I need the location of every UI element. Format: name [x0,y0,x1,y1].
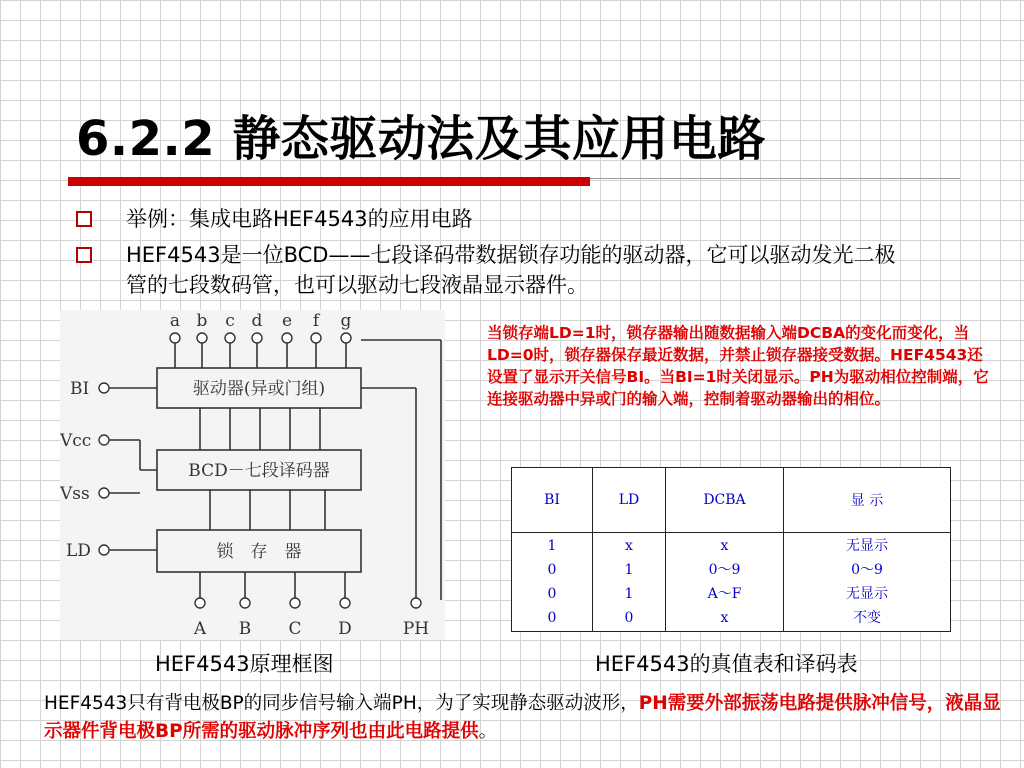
table-header-cell: 显 示 [784,468,951,533]
footer-highlight: PH需要外部振荡电路提供脉冲信号，液晶显示器件背电极BP所需的驱动脉冲序列也由此电路提供 [44,693,1001,742]
pin-label-vcc: Vcc [60,431,92,451]
cell-value: 不变 [853,610,881,626]
table-cell-dcba [666,533,784,632]
cell-value: 1 [624,586,634,602]
pin-label-e: e [281,311,293,331]
table-cell-bi [512,533,593,632]
table-cell-ld [593,533,666,632]
table-header-cell: DCBA [666,468,784,533]
pin-label-b: b [196,311,208,331]
cell-value: x [720,610,729,626]
pin-label-bi: BI [70,379,90,399]
driver-block-label: 驱动器(异或门组) [192,379,326,399]
bullet-item [76,204,916,234]
footer-text: HEF4543只有背电极BP的同步信号输入端PH，为了实现静态驱动波形， [44,693,639,714]
table-header-cell: LD [593,468,666,533]
bullet-text: 举例：集成电路HEF4543的应用电路 [126,207,473,231]
table-header-cell: BI [512,468,593,533]
cell-value: 1 [547,538,557,554]
cell-value: 0 [547,610,557,626]
cell-value: 0 [547,586,557,602]
cell-value: 0 [624,610,634,626]
diagram-caption: HEF4543原理框图 [155,652,334,676]
square-bullet-icon [76,247,92,263]
truth-table [511,467,951,632]
cell-value: 0～9 [708,562,741,578]
pin-label-A: A [193,619,207,639]
table-caption: HEF4543的真值表和译码表 [595,652,858,676]
page-title: 6.2.2 静态驱动法及其应用电路 [76,111,766,167]
cell-value: x [625,538,633,554]
pin-label-C: C [288,619,302,639]
table-row [512,533,951,632]
block-diagram [60,310,445,640]
decoder-block-label: BCD－七段译码器 [188,461,330,481]
cell-value: 1 [624,562,634,578]
pin-label-d: d [251,311,263,331]
cell-value: 0～9 [851,562,883,578]
pin-label-c: c [225,311,235,331]
cell-value: 0 [547,562,557,578]
footer-text: 。 [478,721,498,742]
square-bullet-icon [76,211,92,227]
bullet-text: HEF4543是一位BCD——七段译码带数据锁存功能的驱动器，它可以驱动发光二极管的七段数码管，也可以驱动七段液晶显示器件。 [126,243,896,297]
title-underline-rule [590,178,960,179]
cell-value: 无显示 [846,538,888,554]
cell-value: x [720,538,729,554]
pin-label-B: B [238,619,252,639]
title-underline-accent [68,177,590,186]
bullet-item [76,240,916,300]
pin-label-f: f [312,311,320,331]
cell-value: A～F [707,586,742,602]
table-header-row [512,468,951,533]
pin-label-D: D [338,619,352,639]
latch-description-note: 当锁存端LD=1时，锁存器输出随数据输入端DCBA的变化而变化，当LD=0时，锁存器保存最近数据，并禁止锁存器接受数据。HEF4543还设置了显示开关信号BI。当BI=1时关闭显示。PH为驱动相位控制端，它连接驱动器中异或门的输入端，控制着驱动器输出的相位。 [487,324,989,408]
footer-note [44,690,1019,746]
pin-label-ld: LD [66,541,91,561]
pin-label-a: a [169,311,181,331]
pin-label-g: g [340,311,352,331]
latch-block-label: 锁 存 器 [216,542,302,562]
cell-value: 无显示 [846,586,888,602]
pin-label-vss: Vss [60,484,90,504]
pin-label-ph: PH [402,619,430,639]
table-cell-display [784,533,951,632]
